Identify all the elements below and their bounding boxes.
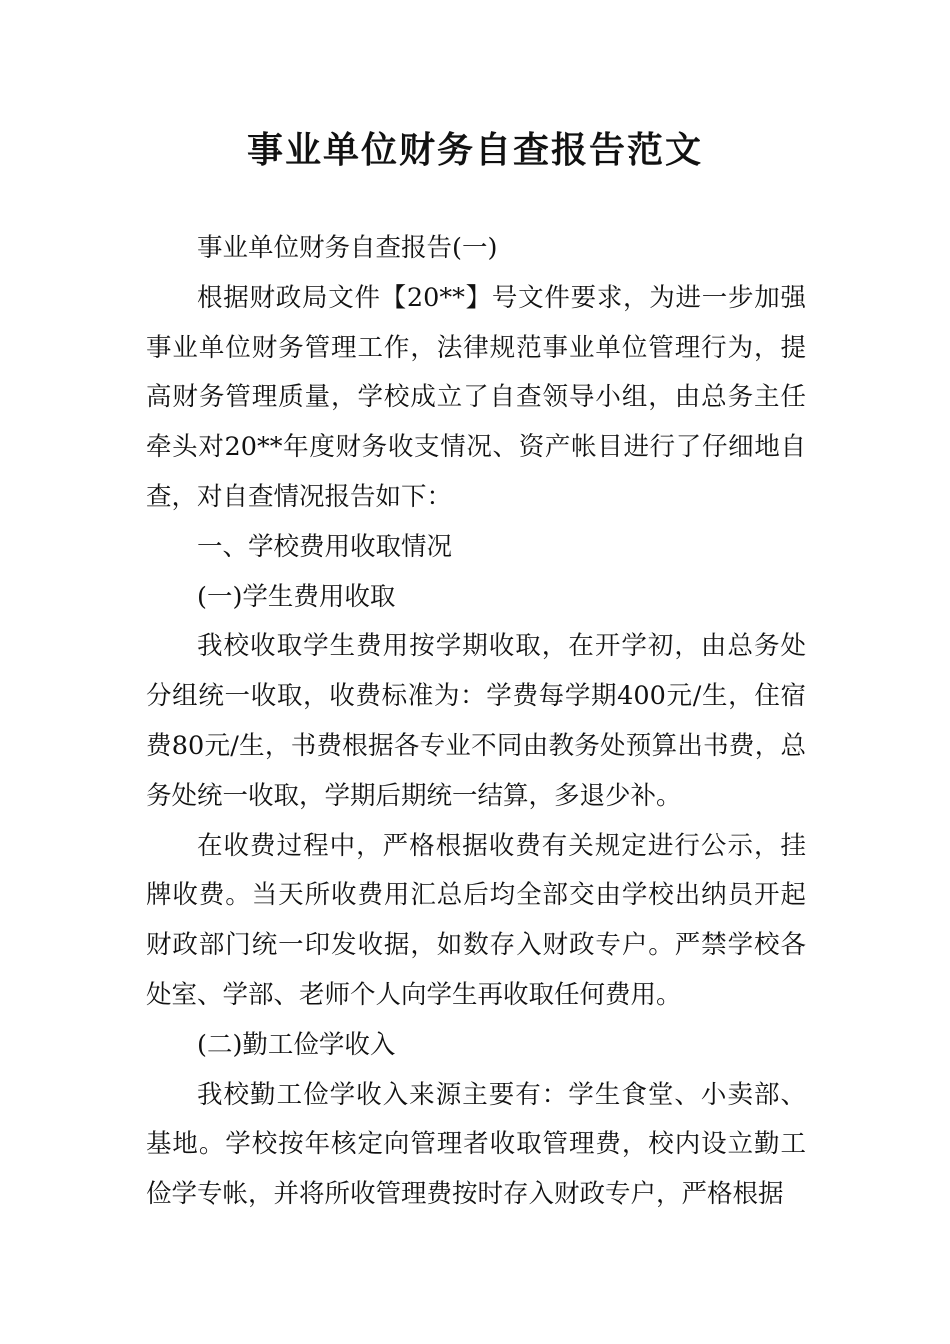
body-paragraph: 我校勤工俭学收入来源主要有：学生食堂、小卖部、基地。学校按年核定向管理者收取管理费，校内设立勤工俭学专帐，并将所收管理费按时存入财政专户，严格根据 [146,1079,806,1210]
document-body [146,224,806,1220]
section-heading: 事业单位财务自查报告(一) [197,233,498,263]
subsection-heading: (二)勤工俭学收入 [197,1029,396,1060]
document-title: 事业单位财务自查报告范文 [246,129,703,171]
body-paragraph: 根据财政局文件【20**】号文件要求，为进一步加强事业单位财务管理工作，法律规范事业单位管理行为，提高财务管理质量，学校成立了自查领导小组，由总务主任牵头对20**年度财务收支情况、资产帐目进行了仔细地自查，对自查情况报告如下： [146,282,806,512]
body-paragraph: 我校收取学生费用按学期收取，在开学初，由总务处分组统一收取，收费标准为：学费每学期400元/生，住宿费80元/生，书费根据各专业不同由教务处预算出书费，总务处统一收取，学期后期统一结算，多退少补。 [146,631,806,811]
body-paragraph: 在收费过程中，严格根据收费有关规定进行公示，挂牌收费。当天所收费用汇总后均全部交由学校出纳员开起财政部门统一印发收据，如数存入财政专户。严禁学校各处室、学部、老师个人向学生再收取任何费用。 [146,830,806,1010]
section-heading: 一、学校费用收取情况 [197,531,453,562]
subsection-heading: (一)学生费用收取 [197,581,396,612]
